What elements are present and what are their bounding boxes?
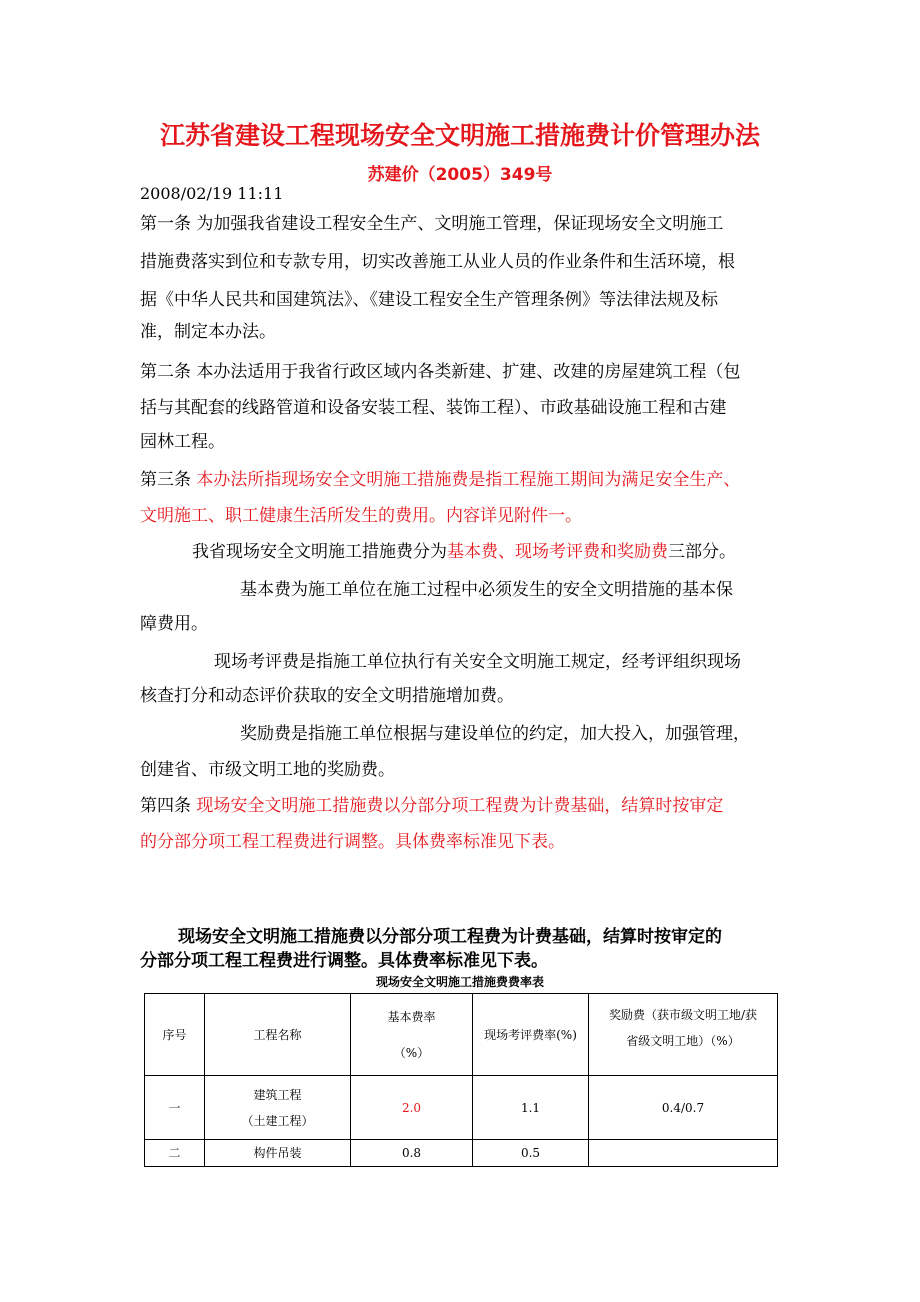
header-reward-line-1: 奖励费（获市级文明工地/获: [608, 1008, 758, 1022]
header-reward-line-2: 省级文明工地）（%）: [626, 1034, 740, 1048]
article-1-line-4: 准，制定本办法。: [140, 322, 276, 342]
article-1-line-3: 据《中华人民共和国建筑法》、《建设工程安全生产管理条例》等法律法规及标: [140, 290, 718, 310]
header-basic-rate-unit: （%）: [393, 1045, 430, 1060]
header-reward-rate: [589, 994, 778, 1076]
row-project-name-line-2: （土建工程）: [241, 1113, 314, 1128]
document-title: 江苏省建设工程现场安全文明施工措施费计价管理办法: [159, 121, 760, 150]
header-eval-rate: 现场考评费率(%): [473, 994, 589, 1076]
row-reward-rate: 0.4/0.7: [589, 1076, 778, 1140]
header-project-name: 工程名称: [205, 994, 351, 1076]
fee-division-highlight: 基本费、现场考评费和奖励费: [447, 542, 668, 562]
publish-date: 2008/02/19 11:11: [140, 184, 284, 203]
row-eval-rate: 0.5: [473, 1140, 589, 1167]
reward-fee-line-2: 创建省、市级文明工地的奖励费。: [140, 760, 395, 780]
article-4-label: 第四条: [140, 796, 197, 816]
article-3-line-1: [140, 468, 740, 492]
row-basic-rate: 0.8: [351, 1140, 473, 1167]
fee-rate-table: [144, 993, 778, 1167]
article-1-line-2: 措施费落实到位和专款专用，切实改善施工从业人员的作业条件和生活环境，根: [140, 252, 735, 272]
row-seq: 二: [145, 1140, 205, 1167]
article-2-line-3: 园林工程。: [140, 432, 225, 452]
table-header-row: [145, 994, 778, 1076]
row-project-name: [205, 1076, 351, 1140]
article-4-line-1: [140, 794, 723, 818]
article-2-line-2: 括与其配套的线路管道和设备安装工程、装饰工程）、市政基础设施工程和古建: [140, 398, 727, 418]
article-1-line-1: 第一条 为加强我省建设工程安全生产、文明施工管理，保证现场安全文明施工: [140, 214, 724, 234]
fee-division-suffix: 三部分。: [668, 542, 736, 562]
article-3-text: 本办法所指现场安全文明施工措施费是指工程施工期间为满足安全生产、: [196, 470, 741, 490]
table-row: [145, 1140, 778, 1167]
row-project-name-line-1: 建筑工程: [253, 1087, 302, 1102]
article-3-label: 第三条: [140, 470, 197, 490]
row-basic-rate: 2.0: [351, 1076, 473, 1140]
bold-summary-line-1: 现场安全文明施工措施费以分部分项工程费为计费基础，结算时按审定的: [178, 927, 722, 947]
reward-fee-line-1: 奖励费是指施工单位根据与建设单位的约定，加大投入，加强管理，: [240, 724, 750, 744]
document-number: 苏建价（2005）349号: [367, 165, 553, 185]
article-4-text: 现场安全文明施工措施费以分部分项工程费为计费基础，结算时按审定: [196, 796, 724, 816]
evaluation-fee-line-2: 核查打分和动态评价获取的安全文明措施增加费。: [140, 686, 514, 706]
fee-division-paragraph: [192, 540, 736, 564]
row-reward-rate: [589, 1140, 778, 1167]
basic-fee-line-1: 基本费为施工单位在施工过程中必须发生的安全文明措施的基本保: [240, 580, 733, 600]
row-project-name: 构件吊装: [205, 1140, 351, 1167]
article-4-line-2: 的分部分项工程工程费进行调整。具体费率标准见下表。: [140, 832, 565, 852]
table-row: [145, 1076, 778, 1140]
evaluation-fee-line-1: 现场考评费是指施工单位执行有关安全文明施工规定，经考评组织现场: [214, 652, 741, 672]
header-basic-rate-label: 基本费率: [387, 1009, 436, 1024]
article-2-line-1: 第二条 本办法适用于我省行政区域内各类新建、扩建、改建的房屋建筑工程（包: [140, 362, 741, 382]
table-caption: 现场安全文明施工措施费费率表: [375, 975, 544, 989]
row-eval-rate: 1.1: [473, 1076, 589, 1140]
header-basic-rate: [351, 994, 473, 1076]
fee-division-prefix: 我省现场安全文明施工措施费分为: [192, 542, 447, 562]
basic-fee-line-2: 障费用。: [140, 614, 208, 634]
article-3-line-2: 文明施工、职工健康生活所发生的费用。内容详见附件一。: [140, 506, 582, 526]
header-seq: 序号: [145, 994, 205, 1076]
row-seq: 一: [145, 1076, 205, 1140]
bold-summary-line-2: 分部分项工程工程费进行调整。具体费率标准见下表。: [140, 951, 548, 971]
